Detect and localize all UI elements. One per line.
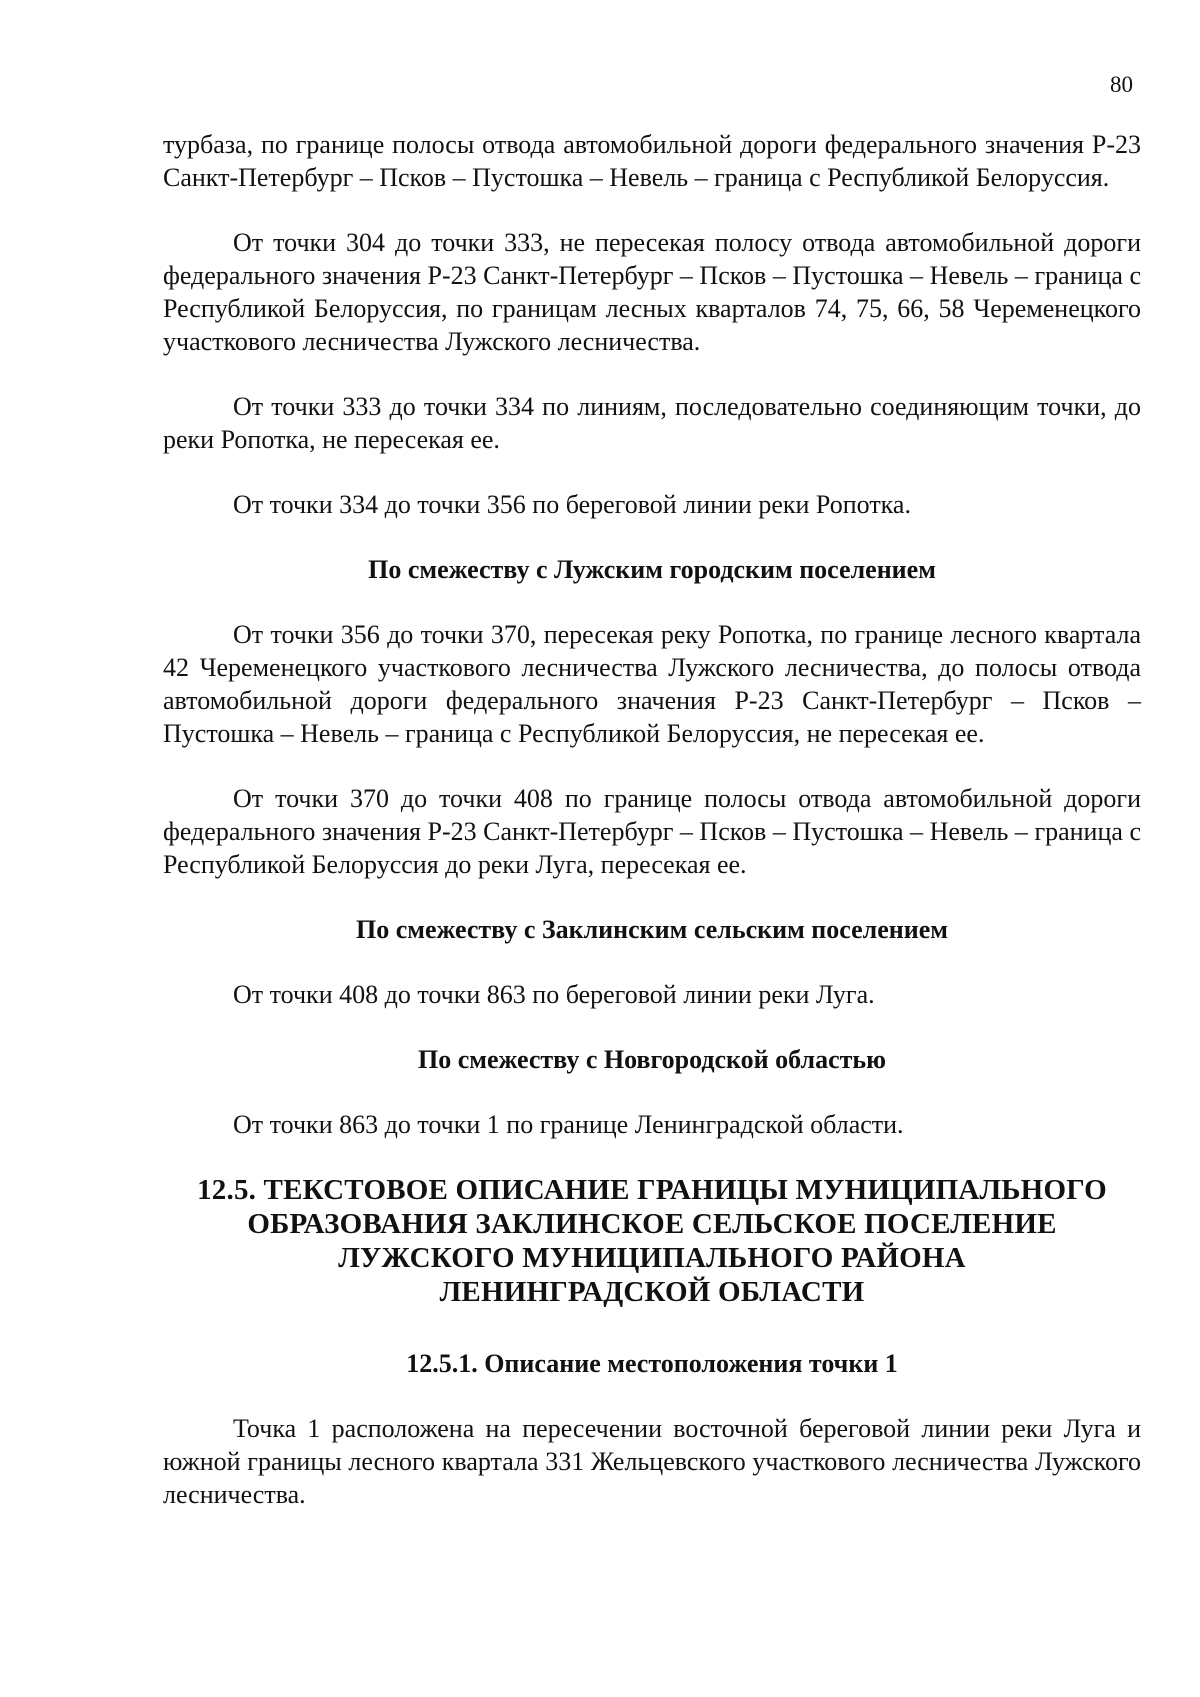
document-body	[163, 128, 1141, 1543]
paragraph: От точки 334 до точки 356 по береговой линии реки Ропотка.	[233, 490, 911, 519]
paragraph-continued: турбаза, по границе полосы отвода автомобильной дороги федерального значения Р-23 Санкт-Петербург – Псков – Пустошка – Невель – граница с Республикой Белоруссия.	[163, 130, 1141, 192]
section-title-line: ЛЕНИНГРАДСКОЙ ОБЛАСТИ	[439, 1276, 865, 1308]
subsection-heading: 12.5.1. Описание местоположения точки 1	[406, 1349, 898, 1378]
section-title	[163, 1173, 1141, 1309]
heading-novgorod: По смежеству с Новгородской областью	[417, 1045, 887, 1074]
section-title-line: ЛУЖСКОГО МУНИЦИПАЛЬНОГО РАЙОНА	[338, 1242, 966, 1274]
section-title-line: ОБРАЗОВАНИЯ ЗАКЛИНСКОЕ СЕЛЬСКОЕ ПОСЕЛЕНИЕ	[247, 1208, 1057, 1240]
paragraph: От точки 356 до точки 370, пересекая реку Ропотка, по границе лесного квартала 42 Череменецкого участкового лесничества Лужского лесничества, до полосы отвода автомобильной дороги федерального значения Р-23 Санкт-Петербург – Псков – Пустошка – Невель – граница с Республикой Белоруссия, не пересекая ее.	[163, 620, 1141, 748]
section-title-line: 12.5. ТЕКСТОВОЕ ОПИСАНИЕ ГРАНИЦЫ МУНИЦИПАЛЬНОГО	[197, 1174, 1107, 1206]
paragraph: От точки 863 до точки 1 по границе Ленинградской области.	[233, 1110, 904, 1139]
heading-luzhskoe: По смежеству с Лужским городским поселением	[368, 555, 936, 584]
paragraph: От точки 304 до точки 333, не пересекая полосу отвода автомобильной дороги федерального значения Р-23 Санкт-Петербург – Псков – Пустошка – Невель – граница с Республикой Белоруссия, по границам лесных кварталов 74, 75, 66, 58 Череменецкого участкового лесничества Лужского лесничества.	[163, 228, 1141, 356]
subsection-paragraph: Точка 1 расположена на пересечении восточной береговой линии реки Луга и южной границы лесного квартала 331 Жельцевского участкового лесничества Лужского лесничества.	[163, 1414, 1141, 1509]
page-number: 80	[1110, 72, 1133, 97]
paragraph: От точки 370 до точки 408 по границе полосы отвода автомобильной дороги федерального значения Р-23 Санкт-Петербург – Псков – Пустошка – Невель – граница с Республикой Белоруссия до реки Луга, пересекая ее.	[163, 784, 1141, 879]
paragraph: От точки 333 до точки 334 по линиям, последовательно соединяющим точки, до реки Ропотка, не пересекая ее.	[163, 392, 1141, 454]
heading-zaklinskoe: По смежеству с Заклинским сельским поселением	[355, 915, 948, 944]
paragraph: От точки 408 до точки 863 по береговой линии реки Луга.	[233, 980, 875, 1009]
